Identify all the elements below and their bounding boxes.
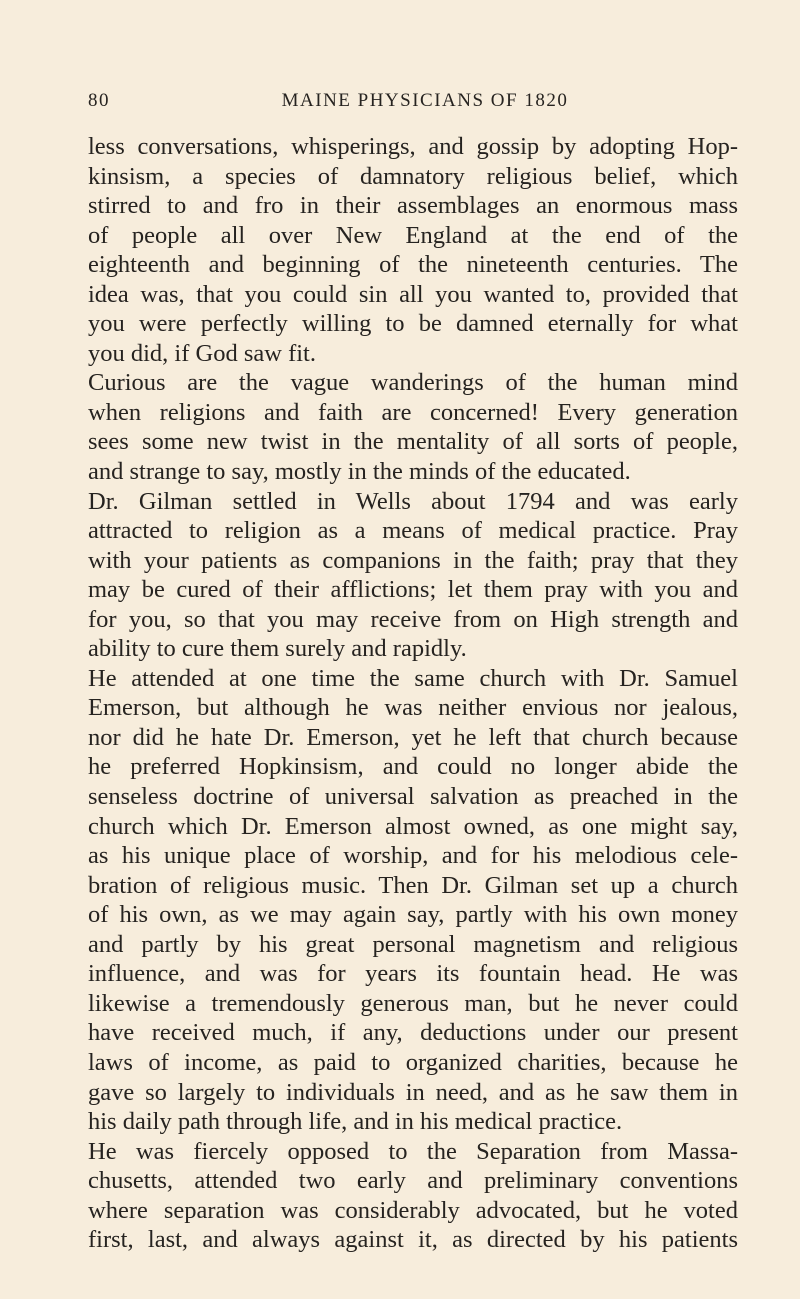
text-line: bration of religious music. Then Dr. Gilman set up a church (88, 871, 738, 899)
text-line: ability to cure them surely and rapidly. (88, 635, 467, 663)
text-line: as his unique place of worship, and for his melodious cele- (88, 842, 738, 870)
text-line: nor did he hate Dr. Emerson, yet he left that church because (88, 723, 738, 751)
text-line: Curious are the vague wanderings of the human mind (88, 369, 738, 397)
text-line: influence, and was for years its fountain head. He was (88, 960, 738, 988)
text-line: you did, if God saw fit. (88, 339, 316, 367)
text-line: of his own, as we may again say, partly with his own money (88, 901, 738, 929)
text-line: with your patients as companions in the faith; pray that they (88, 546, 738, 574)
text-line: eighteenth and beginning of the nineteenth centuries. The (88, 251, 738, 279)
text-line: of people all over New England at the end of the (88, 221, 738, 249)
text-line: and strange to say, mostly in the minds of the educated. (88, 458, 631, 486)
text-line: He attended at one time the same church with Dr. Samuel (88, 664, 738, 692)
text-line: stirred to and fro in their assemblages an enormous mass (88, 192, 738, 220)
text-line: less conversations, whisperings, and gossip by adopting Hop- (88, 133, 738, 160)
text-line: He was fiercely opposed to the Separation from Massa- (88, 1137, 738, 1165)
text-line: chusetts, attended two early and preliminary conventions (88, 1167, 738, 1195)
text-line: church which Dr. Emerson almost owned, as one might say, (88, 812, 738, 840)
text-line: when religions and faith are concerned! Every generation (88, 398, 738, 426)
text-line: he preferred Hopkinsism, and could no longer abide the (88, 753, 738, 781)
text-line: his daily path through life, and in his medical practice. (88, 1108, 623, 1136)
page-number: 80 (88, 90, 110, 111)
text-line: senseless doctrine of universal salvation as preached in the (88, 783, 738, 811)
text-line: Emerson, but although he was neither envious nor jealous, (88, 694, 738, 722)
text-line: may be cured of their afflictions; let them pray with you and (88, 576, 738, 604)
text-line: for you, so that you may receive from on High strength and (88, 605, 738, 633)
running-head: MAINE PHYSICIANS OF 1820 (281, 90, 569, 111)
text-line: gave so largely to individuals in need, and as he saw them in (88, 1078, 738, 1106)
text-line: attracted to religion as a means of medical practice. Pray (88, 517, 738, 545)
text-line: laws of income, as paid to organized charities, because he (88, 1048, 738, 1076)
text-line: and partly by his great personal magnetism and religious (88, 930, 738, 958)
text-line: idea was, that you could sin all you wanted to, provided that (88, 280, 738, 308)
text-line: kinsism, a species of damnatory religious belief, which (88, 162, 738, 190)
text-line: have received much, if any, deductions under our present (88, 1019, 738, 1047)
text-line: likewise a tremendously generous man, but he never could (88, 989, 738, 1017)
body-text (88, 132, 738, 1255)
text-line: sees some new twist in the mentality of all sorts of people, (88, 428, 738, 456)
text-line: where separation was considerably advocated, but he voted (88, 1196, 738, 1224)
text-line: Dr. Gilman settled in Wells about 1794 and was early (88, 487, 738, 515)
text-line: first, last, and always against it, as directed by his patients (88, 1226, 738, 1254)
text-line: you were perfectly willing to be damned eternally for what (88, 310, 738, 338)
